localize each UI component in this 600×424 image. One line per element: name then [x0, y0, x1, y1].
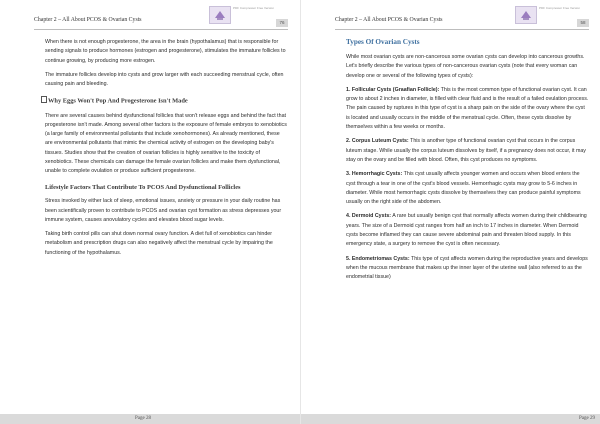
paragraph: The immature follicles develop into cysts and grow larger with each succeeding menstrual cycle, often causing pain and bleeding. — [45, 71, 284, 88]
cyst-type-item — [346, 137, 589, 165]
chapter-title: Chapter 2 – All About PCOS & Ovarian Cysts — [34, 17, 142, 23]
cyst-type-text: This cyst usually affects younger women and occurs when blood enters the cyst through a tear in one of the cyst's blood vessels. Hemorrhagic cysts may grow to 5-6 inches in diameter. While most hemorrhagic cysts dissolve by themselves they can produce painful symptoms usually on the right side of the abdomen. — [346, 171, 581, 206]
bookmark-icon — [41, 96, 47, 103]
header-page-number: 76 — [276, 19, 288, 27]
cyst-type-item — [346, 86, 589, 132]
header-rule — [34, 29, 288, 30]
paragraph: There are several causes behind dysfunctional follicles that won't release eggs and behind the fact that progesterone isn't made. Among several other factors is the exposure of female embryos to xenobiotics (a large family of environmental pollutants that include xenohormones). As already mentioned, these are environmental pollutants that mimic the chemical activity of estrogen on the developing baby's tissues. Studies show that the creation of ovarian follicles is highly sensitive to the toxicity of xenobiotics. These chemicals can damage the female ovarian follicles and make them dysfunctional, unable to complete ovulation or produce sufficient progesterone. — [45, 112, 287, 175]
heading-text: Why Eggs Won't Pop And Progesterone Isn't Made — [48, 97, 188, 105]
page-header — [335, 6, 589, 27]
right-page — [300, 0, 600, 424]
paragraph: Stress invoked by either lack of sleep, emotional issues, anxiety or pressure in your daily routine has been scientifically proven to contribute to PCOS and ovarian cyst formation as stress depresses your immune system, causes anovulatory cycles and elevates blood sugar levels. — [45, 198, 282, 223]
header-page-number: 58 — [577, 19, 589, 27]
section-title: Types Of Ovarian Cysts — [346, 38, 420, 46]
right-page-body — [346, 38, 589, 288]
cyst-type-label: 4. Dermoid Cysts: — [346, 213, 392, 220]
cyst-type-label: 3. Hemorrhagic Cysts: — [346, 171, 403, 178]
cyst-type-text: This type of cyst affects women during the reproductive years and develops when the mucous membrane that makes up the inner layer of the uterine wall (also referred to as the endometrial tissue) — [346, 255, 588, 281]
compressor-tagline: PDF Compressor Free Version — [233, 6, 275, 10]
cyst-type-item — [346, 255, 589, 283]
heading-lifestyle-factors: Lifestyle Factors That Contribute To PCOS And Dysfunctional Follicles — [45, 183, 241, 191]
page-header — [34, 6, 288, 27]
paragraph: Taking birth control pills can shut down normal ovary function. A diet full of xenobiotics can hinder metabolism and prescription drugs can also negatively affect the menstrual cycle by impairing the functioning of the hypothalamus. — [45, 231, 273, 256]
cyst-type-text: This is another type of functional ovarian cyst that occurs in the corpus luteum stage. While usually the corpus luteum dissolves by itself, if a pregnancy does not occur, it may stay on the ovary and be filled with blood. Often, this cyst produces no symptoms. — [346, 138, 586, 163]
cyst-type-text: A rare but usually benign cyst that normally affects women during their childbearing years. The size of a Dermoid cyst ranges from half an inch to 17 inches in diameter. When Dermoid cysts become inflamed they can cause severe abdominal pain and threaten blood supply. In this emergency state, a surgery to remove the cyst is often necessary. — [346, 213, 587, 248]
cyst-type-label: 5. Endometriomas Cysts: — [346, 255, 410, 262]
page-footer — [301, 414, 600, 424]
cyst-type-text: This is the most common type of functional ovarian cyst. It can grow to about 2 inches in diameter, is filled with clear fluid and is the result of a failed ovulation process. The pain caused by ruptures in this type of cyst is a sharp pain on the side of the ovary where the cyst is located and usually occurs in the middle of the menstrual cycle. Often, these cysts dissolve by themselves within a few weeks or months. — [346, 86, 589, 131]
cyst-type-label: 2. Corpus Luteum Cysts: — [346, 138, 409, 145]
footer-page-number: Page 29 — [579, 416, 595, 421]
compressor-tagline: PDF Compressor Free Version — [539, 6, 581, 10]
pdf-compressor-logo-icon — [209, 6, 231, 24]
left-page-body — [45, 38, 288, 263]
cyst-type-item — [346, 170, 589, 207]
heading-why-eggs — [41, 96, 288, 105]
cyst-type-item — [346, 212, 589, 249]
chapter-title: Chapter 2 – All About PCOS & Ovarian Cysts — [335, 17, 443, 23]
paragraph: When there is not enough progesterone, the area in the brain (hypothalamus) that is responsible for sending signals to produce hormones (estrogen and progesterone), stimulates the immature follicles to continue growing, by producing more estrogen. — [45, 39, 286, 64]
header-rule — [335, 29, 589, 30]
page-footer — [0, 414, 300, 424]
cyst-type-label: 1. Follicular Cysts (Graafian Follicle): — [346, 86, 440, 93]
pdf-compressor-logo-icon — [515, 6, 537, 24]
paragraph: While most ovarian cysts are non-cancerous some ovarian cysts can develop into cancerous growths. Let's briefly describe the various types of non-cancerous ovarian cysts (note that every woman can develop one or several of the following types of cysts): — [346, 54, 585, 79]
footer-page-number: Page 28 — [135, 416, 151, 421]
